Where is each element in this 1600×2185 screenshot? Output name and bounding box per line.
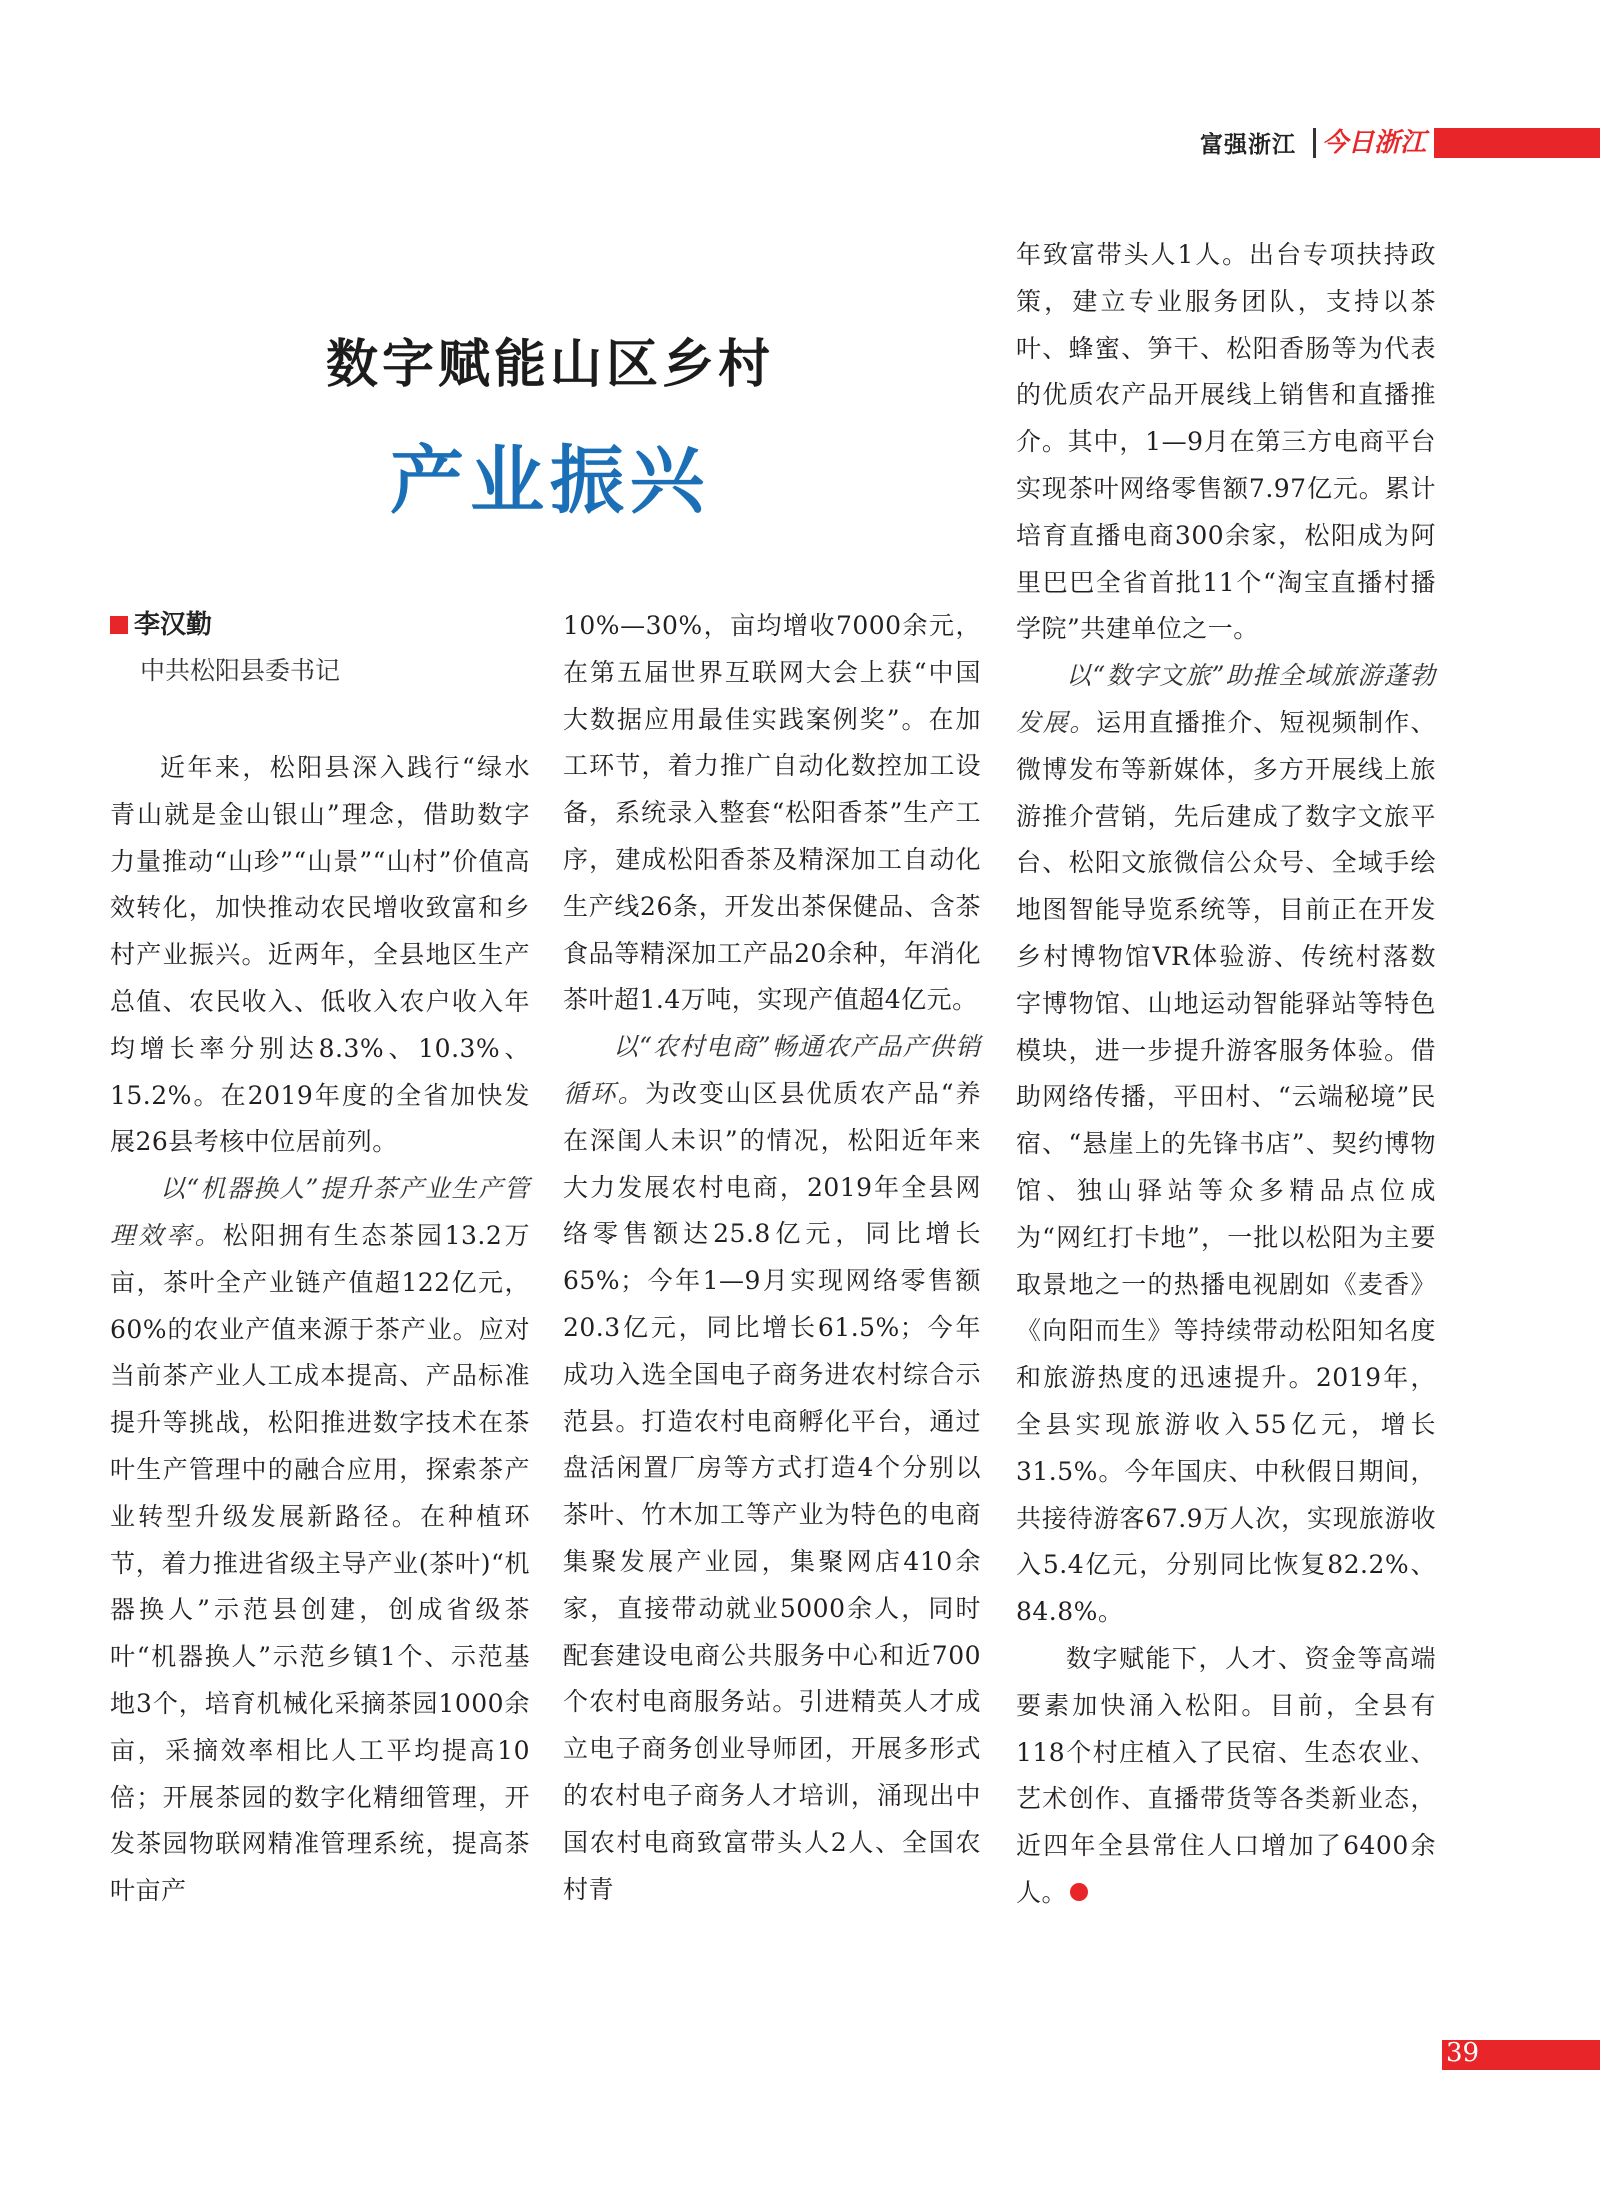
paragraph-lead: 以“机器换人”提升茶产业生产管理效率。 [110,1174,530,1250]
author-role: 中共松阳县委书记 [140,656,341,685]
paragraph: 年致富带头人1人。出台专项扶持政策，建立专业服务团队，支持以茶叶、蜂蜜、笋干、松阳香肠等为代表的优质农产品开展线上销售和直播推介。其中，1—9月在第三方电商平台实现茶叶网络零售额7.97亿元。累计培育直播电商300余家，松阳成为阿里巴巴全省首批11个“淘宝直播村播学院”共建单位之一。 [1016,240,1436,644]
text-column-3 [1016,232,1436,1917]
byline [110,605,530,691]
magazine-logo: 今日浙江 [1322,128,1427,158]
text-column-1 [110,745,530,1915]
author-name [110,605,530,645]
paragraph-body: 为改变山区县优质农产品“养在深闺人未识”的情况，松阳近年来大力发展农村电商，2019年全县网络零售额达25.8亿元，同比增长65%；今年1—9月实现网络零售额20.3亿元，同比增长61.5%；今年成功入选全国电子商务进农村综合示范县。打造农村电商孵化平台，通过盘活闲置厂房等方式打造4个分别以茶叶、竹木加工等产业为特色的电商集聚发展产业园，集聚网店410余家，直接带动就业5000余人，同时配套建设电商公共服务中心和近700个农村电商服务站。引进精英人才成立电子商务创业导师团，开展多形式的农村电子商务人才培训，涌现出中国农村电商致富带头人2人、全国农村青 [563,1078,981,1904]
paragraph-body: 数字赋能下，人才、资金等高端要素加快涌入松阳。目前，全县有118个村庄植入了民宿、生态农业、艺术创作、直播带货等各类新业态，近四年全县常住人口增加了6400余人。 [1016,1643,1436,1907]
paragraph-lead: 以“数字文旅”助推全域旅游蓬勃发展。 [1016,661,1436,737]
paragraph: 10%—30%，亩均增收7000余元，在第五届世界互联网大会上获“中国大数据应用最佳实践案例奖”。在加工环节，着力推广自动化数控加工设备，系统录入整套“松阳香茶”生产工序，建成松阳香茶及精深加工自动化生产线26条，开发出茶保健品、含茶食品等精深加工产品20余种，年消化茶叶超1.4万吨，实现产值超4亿元。 [563,611,981,1015]
section-label: 富强浙江 [1200,132,1296,158]
article-title: 数字赋能山区乡村 [325,335,774,395]
paragraph [1016,653,1436,1636]
author-name-text: 李汉勤 [134,610,213,640]
header-red-bar [1434,128,1600,158]
text-column-2 [563,603,981,1913]
red-square-icon [110,616,128,634]
paragraph [1016,1636,1436,1917]
page-number: 39 [1446,2038,1480,2068]
end-mark-icon [1070,1883,1088,1901]
paragraph-body: 松阳拥有生态茶园13.2万亩，茶叶全产业链产值超122亿元，60%的农业产值来源于茶产业。应对当前茶产业人工成本提高、产品标准提升等挑战，松阳推进数字技术在茶叶生产管理中的融合应用，探索茶产业转型升级发展新路径。在种植环节，着力推进省级主导产业(茶叶)“机器换人”示范县创建，创成省级茶叶“机器换人”示范乡镇1个、示范基地3个，培育机械化采摘茶园1000余亩，采摘效率相比人工平均提高10倍；开展茶园的数字化精细管理，开发茶园物联网精准管理系统，提高茶叶亩产 [110,1220,530,1906]
paragraph [110,1166,530,1915]
paragraph-body: 运用直播推介、短视频制作、微博发布等新媒体，多方开展线上旅游推介营销，先后建成了数字文旅平台、松阳文旅微信公众号、全域手绘地图智能导览系统等，目前正在开发乡村博物馆VR体验游、传统村落数字博物馆、山地运动智能驿站等特色模块，进一步提升游客服务体验。借助网络传播，平田村、“云端秘境”民宿、“悬崖上的先锋书店”、契约博物馆、独山驿站等众多精品点位成为“网红打卡地”，一批以松阳为主要取景地之一的热播电视剧如《麦香》《向阳而生》等持续带动松阳知名度和旅游热度的迅速提升。2019年，全县实现旅游收入55亿元，增长31.5%。今年国庆、中秋假日期间，共接待游客67.9万人次，实现旅游收入5.4亿元，分别同比恢复82.2%、84.8%。 [1016,707,1436,1627]
header-divider [1313,128,1316,158]
page-header [1200,122,1600,162]
paragraph [563,1024,981,1913]
paragraph: 近年来，松阳县深入践行“绿水青山就是金山银山”理念，借助数字力量推动“山珍”“山景”“山村”价值高效转化，加快推动农民增收致富和乡村产业振兴。近两年，全县地区生产总值、农民收入、低收入农户收入年均增长率分别达8.3%、10.3%、15.2%。在2019年度的全省加快发展26县考核中位居前列。 [110,753,530,1157]
article-subtitle: 产业振兴 [390,438,710,524]
paragraph-lead: 以“农村电商”畅通农产品产供销循环。 [563,1032,981,1108]
